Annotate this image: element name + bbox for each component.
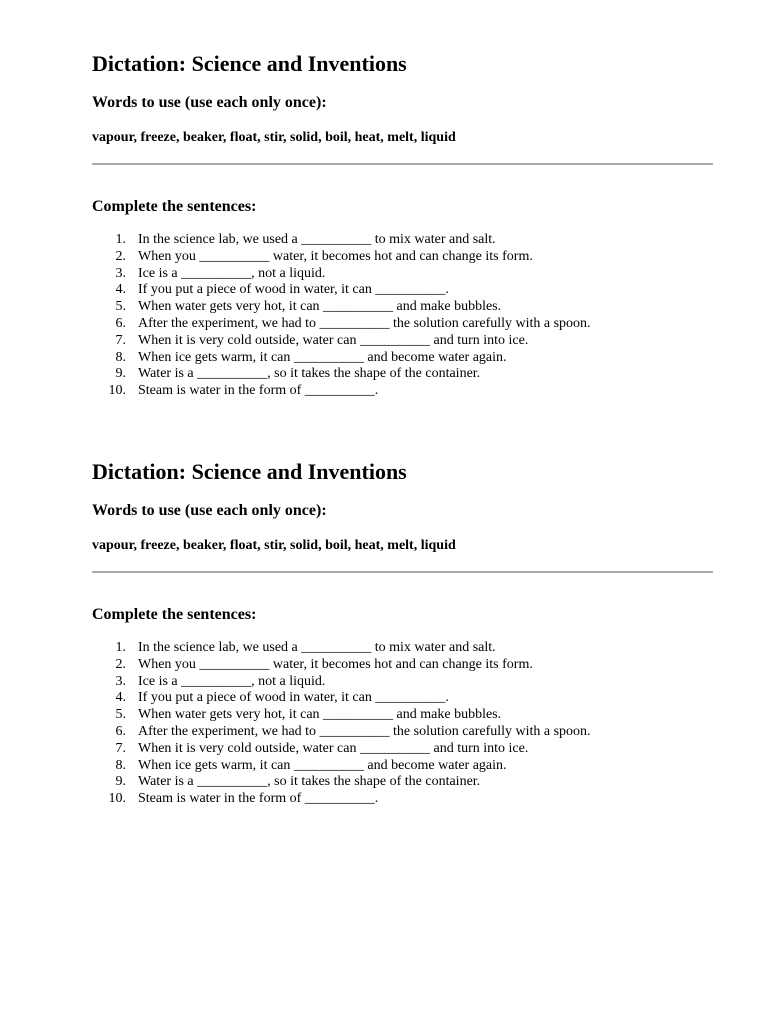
sentence-text: Ice is a __________, not a liquid. xyxy=(138,673,326,689)
sentence-text: When it is very cold outside, water can __________ and turn into ice. xyxy=(138,332,529,348)
words-heading: Words to use (use each only once): xyxy=(92,94,327,111)
sentence-text: When you __________ water, it becomes hot and can change its form. xyxy=(138,248,533,264)
complete-heading: Complete the sentences: xyxy=(92,198,257,215)
sentence-text: After the experiment, we had to __________ the solution carefully with a spoon. xyxy=(138,315,591,331)
sentence-number: 5. xyxy=(115,299,126,315)
sentence-number: 1. xyxy=(115,232,126,247)
word-bank: vapour, freeze, beaker, float, stir, solid, boil, heat, melt, liquid xyxy=(92,130,456,145)
sentence-number: 2. xyxy=(115,656,126,672)
sentence-number: 5. xyxy=(115,707,126,723)
sentence-number: 7. xyxy=(115,740,126,756)
sentence-text: In the science lab, we used a __________ to mix water and salt. xyxy=(138,232,496,247)
sentence-number: 9. xyxy=(115,366,126,382)
sentence-number: 3. xyxy=(115,265,126,281)
sentence-text: When water gets very hot, it can __________ and make bubbles. xyxy=(138,299,502,315)
sentence-text: In the science lab, we used a __________ to mix water and salt. xyxy=(138,640,496,655)
divider xyxy=(92,163,713,165)
sentence-number: 6. xyxy=(115,723,126,739)
sentence-text: After the experiment, we had to __________ the solution carefully with a spoon. xyxy=(138,723,591,739)
sentence-number: 8. xyxy=(115,757,126,773)
sentence-number: 7. xyxy=(115,332,126,348)
sentence-number: 6. xyxy=(115,315,126,331)
sentence-text: If you put a piece of wood in water, it can __________. xyxy=(138,690,449,706)
sentence-number: 1. xyxy=(115,640,126,655)
sentence-number: 9. xyxy=(115,774,126,790)
sentence-number: 10. xyxy=(108,383,126,399)
sentence-text: Water is a __________, so it takes the shape of the container. xyxy=(138,366,481,382)
sentence-text: Steam is water in the form of __________. xyxy=(138,791,379,807)
words-heading: Words to use (use each only once): xyxy=(92,502,327,519)
sentence-text: Steam is water in the form of __________. xyxy=(138,383,379,399)
word-bank: vapour, freeze, beaker, float, stir, solid, boil, heat, melt, liquid xyxy=(92,538,456,553)
sentence-text: When ice gets warm, it can __________ and become water again. xyxy=(138,349,507,365)
sentence-number: 4. xyxy=(115,282,126,298)
sentence-number: 8. xyxy=(115,349,126,365)
sentence-text: Ice is a __________, not a liquid. xyxy=(138,265,326,281)
sentence-number: 10. xyxy=(108,791,126,807)
sentence-number: 4. xyxy=(115,690,126,706)
sentence-text: If you put a piece of wood in water, it can __________. xyxy=(138,282,449,298)
sentence-number: 3. xyxy=(115,673,126,689)
sentence-text: When ice gets warm, it can __________ and become water again. xyxy=(138,757,507,773)
sentence-text: When you __________ water, it becomes hot and can change its form. xyxy=(138,656,533,672)
divider xyxy=(92,571,713,573)
worksheet-title: Dictation: Science and Inventions xyxy=(92,459,407,484)
sentence-text: Water is a __________, so it takes the shape of the container. xyxy=(138,774,481,790)
worksheet-title: Dictation: Science and Inventions xyxy=(92,51,407,76)
sentence-number: 2. xyxy=(115,248,126,264)
complete-heading: Complete the sentences: xyxy=(92,606,257,623)
sentence-text: When it is very cold outside, water can __________ and turn into ice. xyxy=(138,740,529,756)
sentence-text: When water gets very hot, it can __________ and make bubbles. xyxy=(138,707,502,723)
